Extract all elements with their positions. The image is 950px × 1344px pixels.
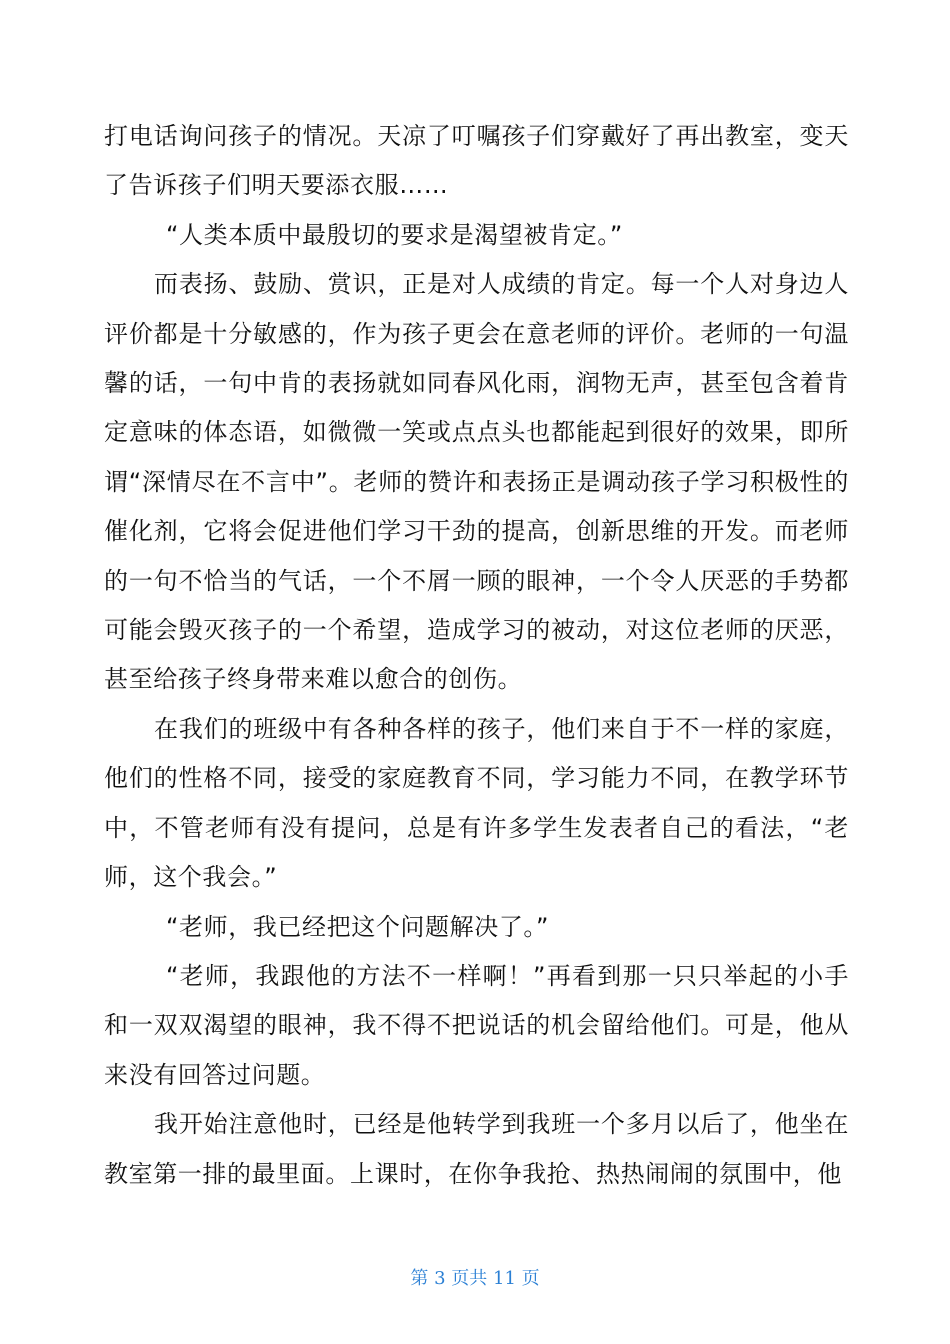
paragraph-3: 而表扬、鼓励、赏识，正是对人成绩的肯定。每一个人对身边人评价都是十分敏感的，作为孩子更会在意老师的评价。老师的一句温馨的话，一句中肯的表扬就如同春风化雨，润物无声，甚至包含着肯定意味的体态语，如微微一笑或点点头也都能起到很好的效果，即所谓“深情尽在不言中”。老师的赞许和表扬正是调动孩子学习积极性的催化剂，它将会促进他们学习干劲的提高，创新思维的开发。而老师的一句不恰当的气话，一个不屑一顾的眼神，一个令人厌恶的手势都可能会毁灭孩子的一个希望，造成学习的被动，对这位老师的厌恶，甚至给孩子终身带来难以愈合的创伤。 bbox=[104, 270, 849, 694]
paragraph-4: 在我们的班级中有各种各样的孩子，他们来自于不一样的家庭，他们的性格不同，接受的家庭教育不同，学习能力不同，在教学环节中，不管老师有没有提问，总是有许多学生发表者自己的看法，“老师，这个我会。” bbox=[104, 714, 849, 892]
paragraph-1: 打电话询问孩子的情况。天凉了叮嘱孩子们穿戴好了再出教室，变天了告诉孩子们明天要添衣服…… bbox=[104, 122, 849, 200]
document-body bbox=[104, 112, 849, 1199]
paragraph-5: “老师，我已经把这个问题解决了。” bbox=[166, 912, 550, 941]
paragraph-2: “人类本质中最殷切的要求是渴望被肯定。” bbox=[166, 220, 623, 249]
page-number-footer: 第 3 页共 11 页 bbox=[410, 1268, 540, 1289]
paragraph-6: “老师，我跟他的方法不一样啊！”再看到那一只只举起的小手和一双双渴望的眼神，我不得不把说话的机会留给他们。可是，他从来没有回答过问题。 bbox=[104, 961, 849, 1089]
paragraph-7: 我开始注意他时，已经是他转学到我班一个多月以后了，他坐在教室第一排的最里面。上课时，在你争我抢、热热闹闹的氛围中，他 bbox=[104, 1110, 849, 1188]
